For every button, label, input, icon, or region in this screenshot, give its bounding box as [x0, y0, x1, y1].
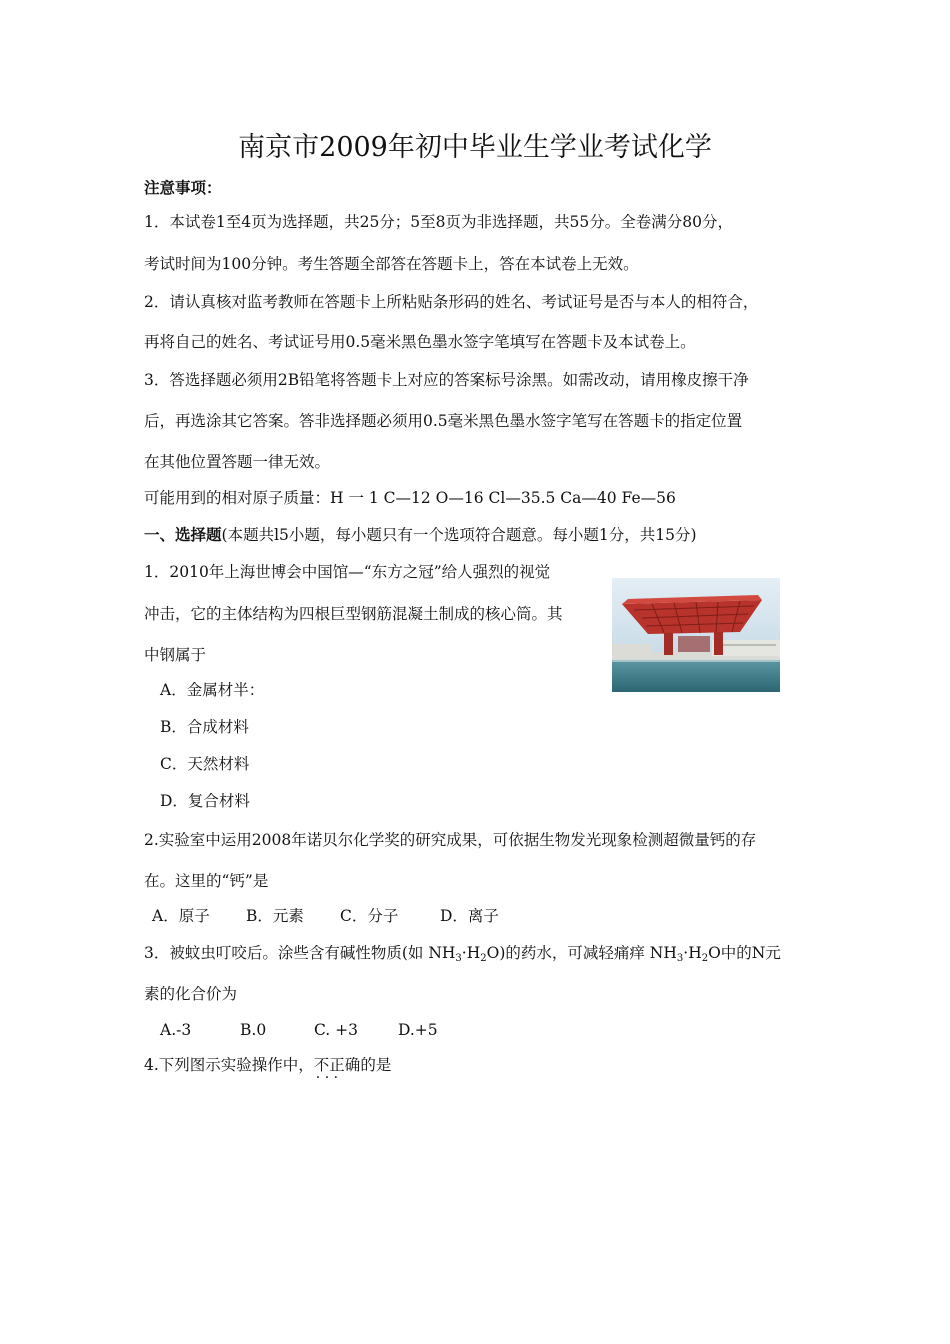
q3-text-prefix: 3．被蚊虫叮咬后。涂些含有碱性物质(如 NH: [144, 944, 456, 962]
notice-item-1b: 考试时间为100分钟。考生答题全部答在答题卡上，答在本试卷上无效。: [144, 255, 639, 273]
atomic-masses: 可能用到的相对原子质量：H 一 1 C—12 O—16 Cl—35.5 Ca—40 Fe—56: [144, 489, 676, 507]
q2-option-a: A．原子: [152, 907, 210, 925]
section-1-desc: (本题共l5小题，每小题只有一个选项符合题意。每小题1分，共15分): [221, 526, 697, 544]
q1-option-a: A．金属材半：: [160, 681, 265, 699]
q3-text-mid2: O)的药水，可减轻痛痒 NH: [486, 944, 677, 962]
q1-line-3: 中钢属于: [144, 646, 207, 664]
q1-line-1: 1．2010年上海世博会中国馆—“东方之冠”给人强烈的视觉: [144, 563, 551, 581]
notice-item-3c: 在其他位置答题一律无效。: [144, 453, 331, 471]
q1-option-c: C．天然材料: [160, 755, 250, 773]
china-pavilion-image: [612, 578, 780, 692]
q3-line-1: [144, 943, 781, 963]
q3-subscript: 3: [676, 953, 684, 964]
q3-subscript: 2: [480, 953, 487, 964]
notice-item-3b: 后，再选涂其它答案。答非选择题必须用0.5毫米黑色墨水签字笔写在答题卡的指定位置: [144, 412, 743, 430]
notice-heading: 注意事项：: [144, 178, 222, 197]
section-1-heading: 一、选择题: [144, 525, 222, 544]
q3-option-a: A.-3: [160, 1021, 192, 1039]
q4-text-prefix: 4.下列图示实验操作中，: [144, 1056, 314, 1074]
q2-line-1: 2.实验室中运用2008年诺贝尔化学奖的研究成果，可依据生物发光现象检测超微量钙的存: [144, 831, 757, 849]
q3-text-mid3: ·H: [683, 944, 702, 962]
q2-option-c: C．分子: [340, 907, 399, 925]
notice-item-2a: 2．请认真核对监考教师在答题卡上所粘贴条形码的姓名、考试证号是否与本人的相符合，: [144, 293, 759, 311]
q3-option-b: B.0: [240, 1021, 267, 1039]
section-1: [144, 525, 697, 545]
q3-option-c: C. +3: [314, 1021, 359, 1039]
q2-option-b: B．元素: [246, 907, 304, 925]
q4-text-suffix: 的是: [360, 1056, 392, 1074]
q2-option-d: D．离子: [440, 907, 499, 925]
notice-item-1a: 1．本试卷1至4页为选择题，共25分；5至8页为非选择题，共55分。全卷满分80分，: [144, 213, 733, 231]
q3-subscript: 3: [455, 953, 462, 964]
q3-text-suffix: O中的N元: [708, 944, 781, 962]
q4-emphasis: 不正确 · · ·: [314, 1055, 361, 1075]
q3-option-d: D.+5: [398, 1021, 438, 1039]
q3-subscript: 2: [701, 953, 709, 964]
q2-options: [152, 906, 499, 926]
notice-item-3a: 3．答选择题必须用2B铅笔将答题卡上对应的答案标号涂黑。如需改动，请用橡皮擦干净: [144, 371, 749, 389]
q3-text-mid1: ·H: [461, 944, 481, 962]
q3-line-2: 素的化合价为: [144, 985, 238, 1003]
q3-options: [160, 1020, 438, 1040]
q1-line-2: 冲击，它的主体结构为四根巨型钢筋混凝土制成的核心筒。其: [144, 605, 563, 623]
q2-line-2: 在。这里的“钙”是: [144, 872, 269, 890]
exam-title: 南京市2009年初中毕业生学业考试化学: [238, 132, 712, 163]
q1-option-d: D．复合材料: [160, 792, 250, 810]
q4-line-1: [144, 1055, 391, 1075]
notice-item-2b: 再将自己的姓名、考试证号用0.5毫米黑色墨水签字笔填写在答题卡及本试卷上。: [144, 333, 696, 351]
q1-option-b: B．合成材料: [160, 718, 249, 736]
